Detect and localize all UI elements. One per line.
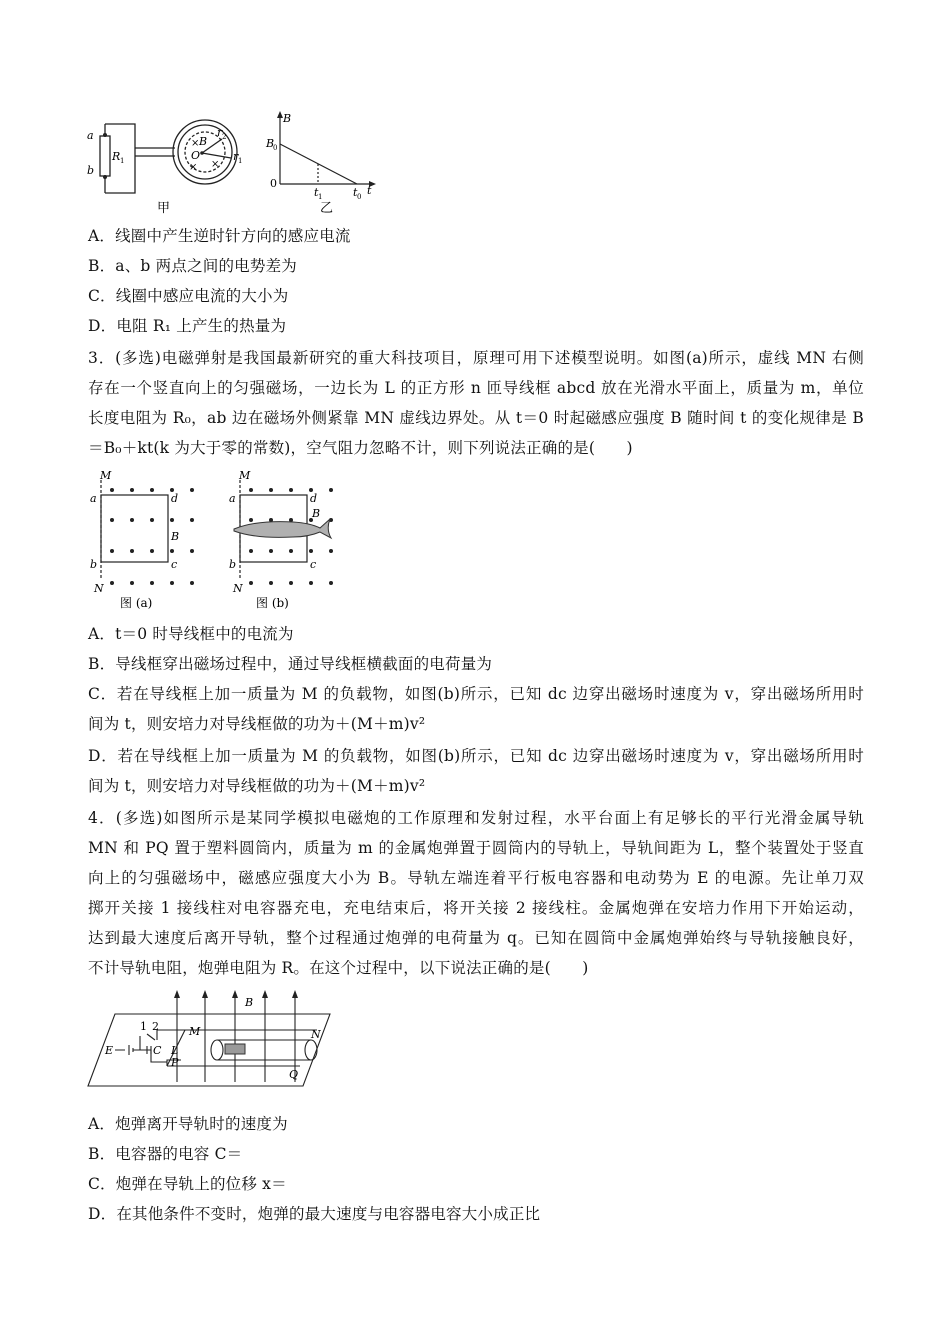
label-a-b: a (229, 492, 236, 505)
label-b: b (87, 164, 95, 177)
q3-stem-line-1: 3．(多选)电磁弹射是我国最新研究的重大科技项目，原理可用下述模型说明。如图(a)所示，虚线 MN 右侧 (88, 349, 864, 367)
label-a: a (87, 129, 94, 142)
q3-stem-line-4: ＝B₀＋kt(k 为大于零的常数)，空气阻力忽略不计，则下列说法正确的是( ) (88, 439, 633, 457)
q4-stem-line-4: 掷开关接 1 接线柱对电容器充电，充电结束后，将开关接 2 接线柱。金属炮弹在安培力作用下开始运动， (88, 899, 864, 917)
svg-text:1: 1 (120, 157, 125, 165)
q4-stem-line-6: 不计导轨电阻，炮弹电阻为 R。在这个过程中，以下说法正确的是( ) (88, 959, 589, 977)
label-r2: r (217, 126, 223, 139)
q4-option-c: C．炮弹在导轨上的位移 x＝ (88, 1175, 287, 1193)
q3-option-a: A．t＝0 时导线框中的电流为 (88, 625, 294, 643)
label-L: L (171, 1044, 179, 1057)
figure-wire-frame (88, 468, 348, 608)
label-N-rail: N (311, 1028, 321, 1041)
q2-option-b: B．a、b 两点之间的电势差为 (88, 257, 297, 275)
svg-text:×: × (211, 159, 220, 170)
payload-shape (234, 519, 331, 538)
q2-option-a: A．线圈中产生逆时针方向的感应电流 (88, 227, 351, 245)
label-b-b: b (229, 558, 237, 571)
q2-option-d: D．电阻 R₁ 上产生的热量为 (88, 317, 287, 335)
q4-stem-line-2: MN 和 PQ 置于塑料圆筒内，质量为 m 的金属炮弹置于圆筒内的导轨上，导轨间距为 L，整个装置处于竖直 (88, 839, 864, 857)
label-Q-rail: Q (289, 1068, 299, 1081)
label-N-b: N (233, 582, 243, 595)
label-a-a: a (90, 492, 97, 505)
label-t1: t (314, 186, 319, 199)
label-t0: t (353, 186, 358, 199)
svg-text:×: × (191, 138, 200, 149)
svg-text:0: 0 (357, 193, 362, 201)
label-E: E (105, 1044, 114, 1057)
q2-option-c: C．线圈中感应电流的大小为 (88, 287, 289, 305)
q3-stem-line-3: 长度电阻为 R₀，ab 边在磁场外侧紧靠 MN 虚线边界处。从 t＝0 时起磁感应强度 B 随时间 t 的变化规律是 B (88, 409, 864, 427)
origin-label: 0 (270, 177, 277, 190)
label-B0: B (266, 137, 275, 150)
label-r1-radius: r (233, 150, 239, 163)
label-d-b: d (310, 492, 318, 505)
q4-option-d: D．在其他条件不变时，炮弹的最大速度与电容器电容大小成正比 (88, 1205, 541, 1223)
axis-B-label: B (283, 112, 292, 125)
q4-stem-line-5: 达到最大速度后离开导轨，整个过程通过炮弹的电荷量为 q。已知在圆筒中金属炮弹始终与导轨接触良好， (88, 929, 864, 947)
label-2: 2 (152, 1020, 159, 1033)
q3-option-c-line-1: C．若在导线框上加一质量为 M 的负载物，如图(b)所示，已知 dc 边穿出磁场时速度为 v，穿出磁场所用时 (88, 685, 864, 703)
figure-rail-gun (85, 990, 335, 1090)
q3-option-b: B．导线框穿出磁场过程中，通过导线框横截面的电荷量为 (88, 655, 493, 673)
q3-option-c-line-2: 间为 t，则安培力对导线框做的功为＋(M＋m)v² (88, 715, 426, 733)
caption-yi: 乙 (320, 201, 334, 216)
figure-coil-and-graph (85, 112, 385, 222)
label-B-a: B (171, 530, 180, 543)
label-B-rail: B (245, 996, 254, 1009)
label-B-b: B (312, 507, 321, 520)
q3-stem-line-2: 存在一个竖直向上的匀强磁场，一边长为 L 的正方形 n 匝导线框 abcd 放在光滑水平面上，质量为 m，单位 (88, 379, 864, 397)
label-O: O (191, 149, 201, 162)
svg-text:1: 1 (238, 157, 243, 165)
q3-option-d-line-2: 间为 t，则安培力对导线框做的功为＋(M＋m)v² (88, 777, 426, 795)
svg-text:1: 1 (318, 193, 323, 201)
label-1: 1 (140, 1020, 147, 1033)
caption-fig-a: 图 (a) (120, 596, 153, 610)
svg-text:×: × (189, 162, 198, 173)
caption-jia: 甲 (157, 201, 171, 216)
label-B-field: B (199, 135, 208, 148)
q3-option-d-line-1: D．若在导线框上加一质量为 M 的负载物，如图(b)所示，已知 dc 边穿出磁场时速度为 v，穿出磁场所用时 (88, 747, 864, 765)
svg-text:2: 2 (222, 133, 227, 141)
label-M-b: M (239, 469, 251, 482)
label-b-a: b (90, 558, 98, 571)
label-C: C (153, 1044, 162, 1057)
label-N-a: N (94, 582, 104, 595)
caption-fig-b: 图 (b) (256, 596, 289, 610)
axis-t-label: t (367, 184, 372, 197)
projectile-shape (225, 1044, 245, 1054)
q4-option-a: A．炮弹离开导轨时的速度为 (88, 1115, 288, 1133)
label-r1: R (112, 150, 121, 163)
q4-stem-line-3: 向上的匀强磁场中，磁感应强度大小为 B。导轨左端连着平行板电容器和电动势为 E 的电源。先让单刀双 (88, 869, 864, 887)
label-c-a: c (171, 558, 178, 571)
svg-text:0: 0 (273, 144, 278, 152)
label-c-b: c (310, 558, 317, 571)
label-M-rail: M (189, 1025, 201, 1038)
label-P: P (171, 1056, 179, 1069)
q4-option-b: B．电容器的电容 C＝ (88, 1145, 243, 1163)
q4-stem-line-1: 4．(多选)如图所示是某同学模拟电磁炮的工作原理和发射过程，水平台面上有足够长的平行光滑金属导轨 (88, 809, 864, 827)
label-M-a: M (100, 469, 112, 482)
label-d-a: d (171, 492, 179, 505)
